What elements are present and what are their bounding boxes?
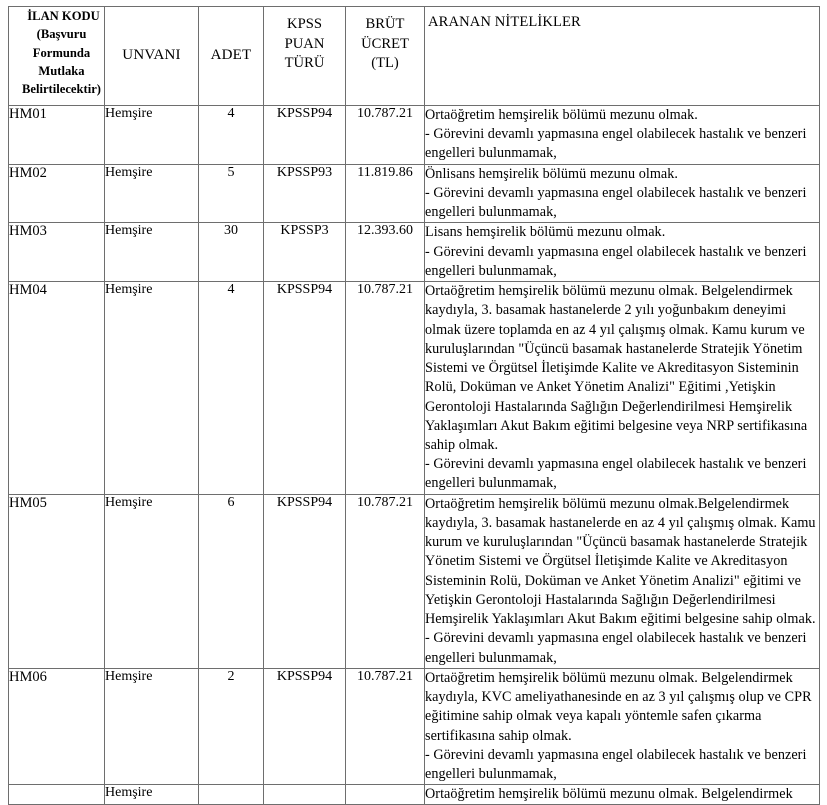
qualification-line: Ortaöğretim hemşirelik bölümü mezunu olmak. Belgelendirmek kaydıyla, 3. basamak hastanelerde 2 yılı yoğunbakım deneyimi olmak üzere toplamda en az 4 yıl çalışmış olmak. Kamu kurum ve kuruluşlarından "Üçüncü basamak hastanelerde Stratejik Yönetim Sistemi ve Örgütsel İletişimde Kalite ve Akreditasyon Sisteminin Rolü, Doküman ve Anket Yönetim Analizi" Eğitimi ,Yetişkin Gerontoloji Hastalarında Sağlığın Değerlendirilmesi Hemşirelik Yaklaşımları Akut Bakım eğitimi belgesine veya NRP sertifikasına sahip olmak. [425, 283, 808, 453]
cell-ilan-kodu: HM04 [9, 282, 105, 495]
cell-ilan-kodu: HM05 [9, 494, 105, 668]
qualification-line: - Görevini devamlı yapmasına engel olabilecek hastalık ve benzeri engelleri bulunmamak, [425, 456, 807, 492]
table-row [9, 106, 820, 165]
cell-aranan-nitelikler [425, 668, 820, 784]
cell-unvani: Hemşire [105, 106, 199, 165]
cell-kpss-puan: KPSSP94 [264, 106, 346, 165]
cell-unvani: Hemşire [105, 668, 199, 784]
cell-kpss-puan: KPSSP93 [264, 164, 346, 223]
column-header-ilan-kodu-sub3: Mutlaka [38, 63, 85, 78]
cell-brut-ucret: 10.787.21 [346, 282, 425, 495]
column-header-brut-line3: (TL) [371, 55, 399, 72]
cell-ilan-kodu: HM03 [9, 223, 105, 282]
cell-aranan-nitelikler [425, 282, 820, 495]
cell-brut-ucret: 10.787.21 [346, 494, 425, 668]
table-header-row [9, 7, 820, 106]
column-header-kpss-line2: PUAN [284, 35, 325, 52]
cell-adet: 6 [199, 494, 264, 668]
column-header-kpss-line1: KPSS [287, 16, 322, 32]
cell-kpss-puan [264, 785, 346, 805]
cell-adet: 30 [199, 223, 264, 282]
cell-brut-ucret: 10.787.21 [346, 668, 425, 784]
qualification-line: Ortaöğretim hemşirelik bölümü mezunu olmak. Belgelendirmek [425, 786, 793, 803]
cell-unvani: Hemşire [105, 223, 199, 282]
qualification-line: Ortaöğretim hemşirelik bölümü mezunu olmak. [425, 107, 698, 123]
table-row-partial [9, 785, 820, 805]
table-row [9, 282, 820, 495]
cell-unvani: Hemşire [105, 282, 199, 495]
cell-aranan-nitelikler [425, 785, 820, 805]
column-header-aranan-nitelikler: ARANAN NİTELİKLER [425, 7, 820, 106]
cell-kpss-puan: KPSSP94 [264, 668, 346, 784]
cell-ilan-kodu: HM02 [9, 164, 105, 223]
column-header-ilan-kodu-sub4: Belirtilecektir) [21, 82, 102, 96]
cell-aranan-nitelikler [425, 494, 820, 668]
qualification-line: Ortaöğretim hemşirelik bölümü mezunu olmak. Belgelendirmek kaydıyla, KVC ameliyathanesinde en az 3 yıl çalışmış olup ve CPR eğitimine sahip olmak veya kapalı yöntemle safen çıkarma sertifikasına sahip olmak. [425, 669, 812, 744]
cell-unvani: Hemşire [105, 785, 199, 805]
cell-ilan-kodu: HM06 [9, 668, 105, 784]
column-header-ilan-kodu-sub2: Formunda [32, 45, 91, 60]
qualification-line: - Görevini devamlı yapmasına engel olabilecek hastalık ve benzeri engelleri bulunmamak, [425, 184, 807, 221]
table-row [9, 223, 820, 282]
table-row [9, 668, 820, 784]
qualification-line: - Görevini devamlı yapmasına engel olabilecek hastalık ve benzeri engelleri bulunmamak, [425, 126, 807, 162]
qualification-line: - Görevini devamlı yapmasına engel olabilecek hastalık ve benzeri engelleri bulunmamak, [425, 630, 807, 666]
column-header-kpss-line3: TÜRÜ [284, 55, 325, 72]
cell-aranan-nitelikler [425, 106, 820, 165]
cell-kpss-puan: KPSSP3 [264, 223, 346, 282]
cell-brut-ucret: 12.393.60 [346, 223, 425, 282]
column-header-brut-ucret [346, 7, 425, 106]
cell-unvani: Hemşire [105, 494, 199, 668]
cell-ilan-kodu: HM01 [9, 106, 105, 165]
table-row [9, 164, 820, 223]
cell-kpss-puan: KPSSP94 [264, 494, 346, 668]
table-header [9, 7, 820, 106]
qualification-line: Ortaöğretim hemşirelik bölümü mezunu olmak.Belgelendirmek kaydıyla, 3. basamak hastanelerde en az 4 yıl çalışmış olmak. Kamu kurum ve kuruluşlarından "Üçüncü basamak hastanelerde Stratejik Yönetim Sistemi ve Örgütsel İletişimde Kalite ve Akreditasyon Sisteminin Rolü, Doküman ve Anket Yönetim Analizi" eğitimi ve Yetişkin Gerontoloji Hastalarında Sağlığın Değerlendirilmesi Hemşirelik Yaklaşımları Akut Bakım eğitimi belgesine sahip olmak. [425, 495, 816, 628]
column-header-ilan-kodu [9, 7, 105, 106]
table-body [9, 106, 820, 805]
cell-brut-ucret: 11.819.86 [346, 164, 425, 223]
cell-adet [199, 785, 264, 805]
cell-adet: 5 [199, 164, 264, 223]
cell-aranan-nitelikler [425, 223, 820, 282]
cell-aranan-nitelikler [425, 164, 820, 223]
column-header-kpss-puan-turu [264, 7, 346, 106]
vacancy-announcement-table [8, 6, 820, 805]
cell-adet: 4 [199, 106, 264, 165]
qualification-line: - Görevini devamlı yapmasına engel olabilecek hastalık ve benzeri engelleri bulunmamak, [425, 746, 807, 782]
cell-unvani: Hemşire [105, 164, 199, 223]
cell-brut-ucret [346, 785, 425, 805]
cell-ilan-kodu [9, 785, 105, 805]
qualification-line: Lisans hemşirelik bölümü mezunu olmak. [425, 224, 666, 241]
qualification-line: - Görevini devamlı yapmasına engel olabilecek hastalık ve benzeri engelleri bulunmamak, [425, 243, 807, 279]
cell-brut-ucret: 10.787.21 [346, 106, 425, 165]
column-header-unvani: UNVANI [105, 7, 199, 106]
column-header-brut-line1: BRÜT [365, 16, 405, 32]
qualification-line: Önlisans hemşirelik bölümü mezunu olmak. [425, 165, 679, 182]
table-row [9, 494, 820, 668]
column-header-ilan-kodu-sub1: (Başvuru [36, 27, 87, 42]
column-header-adet: ADET [199, 7, 264, 106]
cell-kpss-puan: KPSSP94 [264, 282, 346, 495]
column-header-ilan-kodu-main: İLAN KODU [27, 9, 100, 23]
column-header-brut-line2: ÜCRET [361, 35, 409, 52]
cell-adet: 4 [199, 282, 264, 495]
cell-adet: 2 [199, 668, 264, 784]
